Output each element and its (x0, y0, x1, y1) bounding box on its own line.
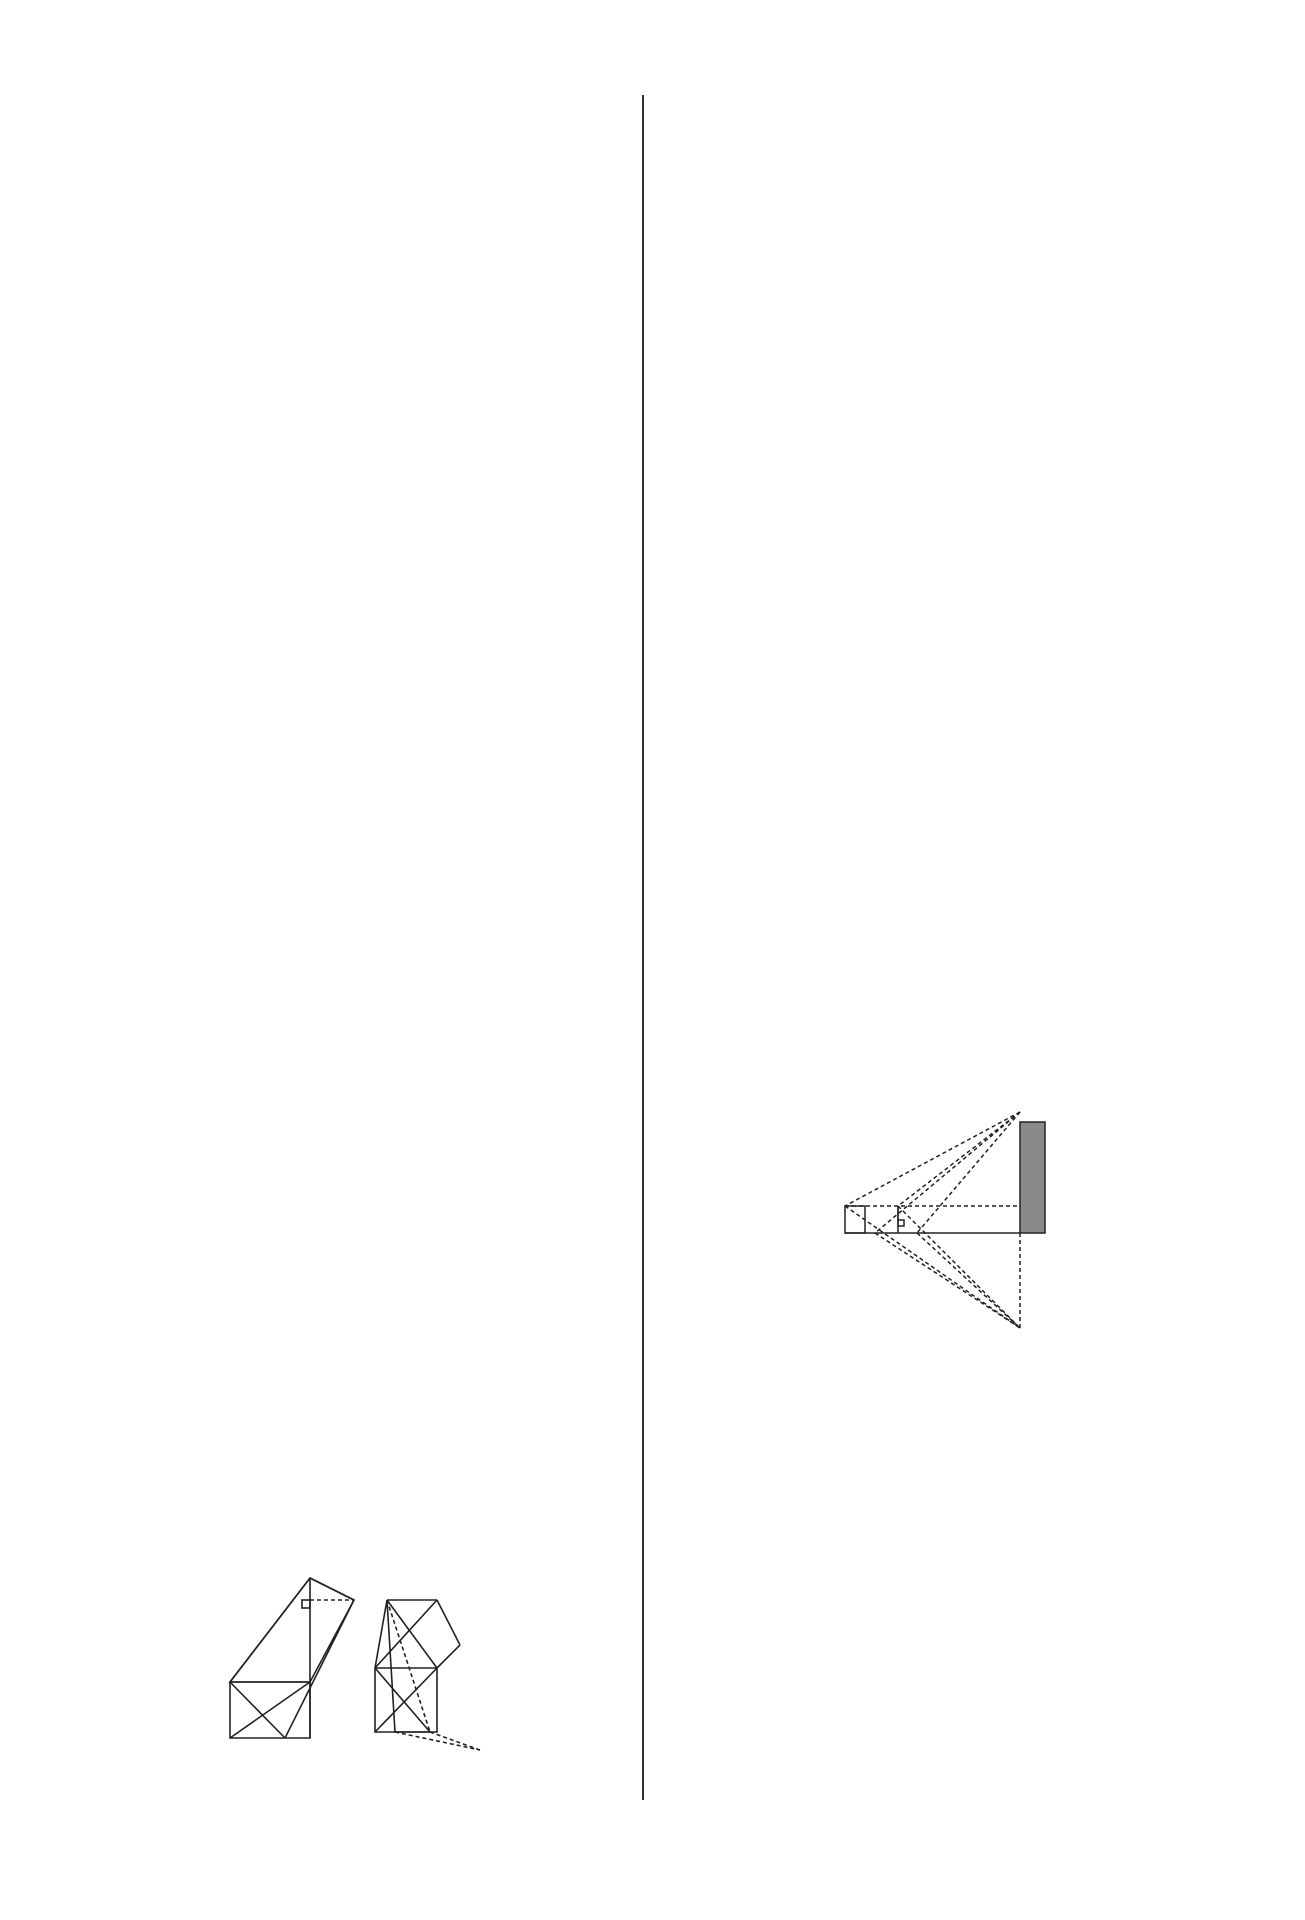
column-divider (642, 95, 644, 1800)
figure-2 (375, 1600, 480, 1750)
figure-example-6 (825, 1100, 1055, 1350)
building (1020, 1122, 1045, 1233)
figure-1-2 (200, 1570, 560, 1795)
figure-1 (230, 1578, 354, 1738)
